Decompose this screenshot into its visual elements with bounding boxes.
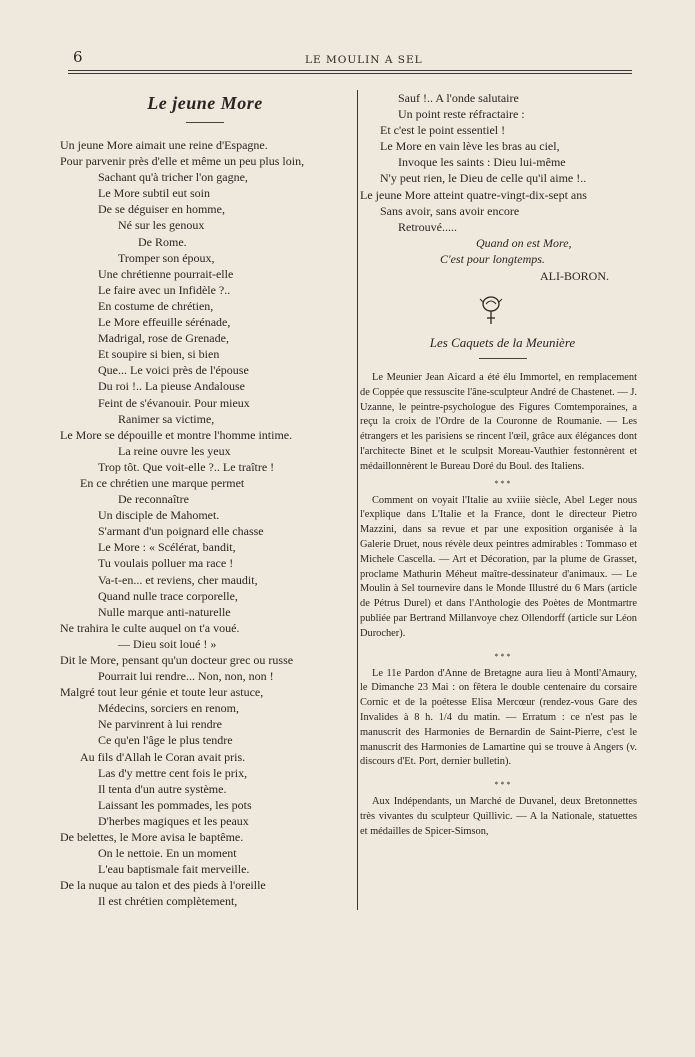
news-paragraph-4: Aux Indépendants, un Marché de Duvanel, deux Bretonnettes très vivantes du sculpteur Quillivic. — A la Nationale, statuettes et médailles de Spicer-Simson, — [360, 796, 637, 837]
poem-line: Il tenta d'un autre système. — [98, 781, 227, 796]
poem-line: Dit le More, pensant qu'un docteur grec ou russe — [60, 653, 294, 667]
running-title: LE MOULIN A SEL — [305, 54, 423, 66]
section-rule — [479, 358, 527, 359]
poem-signature: ALI-BORON. — [540, 269, 609, 284]
poem-line: Retrouvé..... — [398, 219, 457, 234]
poem-line: Un jeune More aimait une reine d'Espagne. — [60, 138, 268, 152]
poem-line: Pour parvenir près d'elle et même un peu plus loin, — [60, 154, 305, 169]
poem-moral-line-2: C'est pour longtemps. — [440, 251, 545, 266]
poem-line: Sauf !.. A l'onde salutaire — [398, 91, 519, 105]
poem-line: Et c'est le point essentiel ! — [380, 123, 506, 138]
poem-line: De belettes, le More avisa le baptême. — [60, 830, 244, 845]
poem-line: Ne trahira le culte auquel on t'a voué. — [60, 620, 240, 635]
poem-line: Sans avoir, sans avoir encore — [380, 203, 520, 218]
poem-continuation — [360, 90, 645, 235]
header-rule-secondary — [68, 73, 632, 74]
poem-title: Le jeune More — [147, 93, 263, 113]
poem-line: Le More se dépouille et montre l'homme intime. — [60, 427, 293, 442]
poem-line: Né sur les genoux — [118, 218, 205, 233]
poem-line: Ranimer sa victime, — [118, 411, 215, 426]
poem-line: Feint de s'évanouir. Pour mieux — [98, 395, 250, 410]
poem-line: Il est chrétien complètement, — [98, 894, 238, 909]
poem-line: Tromper son époux, — [118, 250, 215, 265]
poem-line: Malgré tout leur génie et toute leur astuce, — [60, 685, 264, 700]
poem-line: De Rome. — [138, 234, 187, 249]
poem-line: Quand nulle trace corporelle, — [98, 588, 238, 603]
poem-line: De la nuque au talon et des pieds à l'oreille — [60, 878, 266, 893]
poem-line: Sachant qu'à tricher l'on gagne, — [98, 170, 248, 185]
poem-line: Trop tôt. Que voit-elle ?.. Le traître ! — [98, 459, 275, 474]
news-paragraph-3: Le 11e Pardon d'Anne de Bretagne aura lieu à Montl'Amaury, le Dimanche 23 Mai : on fêtera le double centenaire du corsaire Cornic et de la poétesse Elisa Mercœur (rendez-vous Gare des Invalides à 8 h. 1/4 du matin. — Erratum : ce n'est pas le manuscrit des Harmonies de Bernardin de Saint-Pierre, c'est le manuscrit des Harmonies de Lamartine qui se trouve à Angers (v. discours d'Et. Port, dernier bulletin). — [360, 667, 637, 768]
poem-line: — Dieu soit loué ! » — [118, 636, 217, 651]
poem-line: De se déguiser en homme, — [98, 202, 225, 217]
header-rule — [68, 70, 632, 71]
poem-line: Un disciple de Mahomet. — [98, 508, 220, 523]
left-column — [60, 90, 350, 910]
poem-line: Le faire avec un Infidèle ?.. — [98, 282, 231, 297]
poem-line: Laissant les pommades, les pots — [98, 797, 252, 812]
news-paragraph-1: Le Meunier Jean Aicard a été élu Immortel, en remplacement de Coppée que ressuscite l'âne-sculpteur André de Chastenet. — J. Uzanne, le peintre-psychologue des Figures Comtemporaines, a reçu la croix de l'Ordre de la Couronne de Roumanie. — Les étrangers et les parisiens se rincent l'œil, grâce aux élégances dont l'architecte Binet et le sculpsit Moreau-Vauthier festonnèrent et médaillonnèrent le Bureau Doré du Boul. des Italiens. — [360, 372, 637, 472]
poem-line: Las d'y mettre cent fois le prix, — [98, 765, 248, 780]
poem-line: Médecins, sorciers en renom, — [98, 701, 239, 716]
poem-line: Ce qu'en l'âge le plus tendre — [98, 733, 233, 748]
poem-line: Une chrétienne pourrait-elle — [98, 266, 234, 281]
poem-line: Pourrait lui rendre... Non, non, non ! — [98, 669, 274, 684]
poem-line: Invoque les saints : Dieu lui-même — [398, 155, 566, 170]
poem-line: Ne parvinrent à lui rendre — [98, 717, 222, 732]
poem-line: De reconnaître — [118, 492, 189, 507]
poem-line: On le nettoie. En un moment — [98, 846, 237, 861]
title-rule — [186, 122, 224, 123]
poem-line: N'y peut rien, le Dieu de celle qu'il aime !.. — [380, 171, 587, 186]
column-divider — [357, 90, 358, 910]
poem-line: S'armant d'un poignard elle chasse — [98, 524, 264, 539]
poem-line: En ce chrétien une marque permet — [80, 475, 245, 490]
poem-line: Nulle marque anti-naturelle — [98, 604, 231, 619]
poem-line: Au fils d'Allah le Coran avait pris. — [80, 749, 246, 764]
poem-line: La reine ouvre les yeux — [118, 443, 231, 458]
ornament-icon — [478, 294, 504, 328]
news-paragraph-2: Comment on voyait l'Italie au xviiie siècle, Abel Leger nous l'explique dans L'Italie et la France, dont le directeur Pietro Mazzini, dans sa revue et par une exposition organisée à la Galerie Druet, nous révèle deux peintres admirables : Tommaso et Michele Cascella. — Art et Décoration, par la plume de Grasset, proclame Mathurin Méheut maître-dessinateur d'animaux. — Le Moulin à Sel tournevire dans le Monde Illustré du 6 Mars (article de Pétrus Durel) et dans l'Anthologie des Poètes de Montmartre publiée par Bertrand Millanvoye chez Ollendorff (article sur Léon Durocher). — [360, 494, 637, 639]
section-title: Les Caquets de la Meunière — [429, 335, 576, 351]
poem-line: Tu voulais polluer ma race ! — [98, 556, 234, 571]
stars-separator: * * * — [494, 478, 511, 488]
poem-line: Le More : « Scélérat, bandit, — [98, 540, 236, 555]
poem-line: Le More en vain lève les bras au ciel, — [380, 139, 560, 154]
stars-separator: * * * — [494, 780, 511, 790]
poem-line: D'herbes magiques et les peaux — [98, 813, 249, 828]
poem-line: Madrigal, rose de Grenade, — [98, 331, 229, 346]
poem-line: Et soupire si bien, si bien — [98, 347, 220, 362]
page-number: 6 — [73, 48, 83, 66]
poem-line: Du roi !.. La pieuse Andalouse — [98, 379, 245, 394]
poem-line: Va-t-en... et reviens, cher maudit, — [98, 572, 258, 587]
poem-body — [60, 137, 350, 910]
stars-separator: * * * — [494, 651, 511, 661]
poem-line: Que... Le voici près de l'épouse — [98, 363, 249, 378]
poem-line: En costume de chrétien, — [98, 298, 214, 313]
right-column — [360, 90, 645, 840]
poem-line: Un point reste réfractaire : — [398, 107, 525, 122]
poem-line: L'eau baptismale fait merveille. — [98, 862, 250, 877]
poem-line: Le jeune More atteint quatre-vingt-dix-sept ans — [360, 187, 587, 202]
poem-line: Le More effeuille sérénade, — [98, 315, 231, 330]
poem-line: Le More subtil eut soin — [98, 186, 210, 201]
poem-moral-line-1: Quand on est More, — [476, 235, 572, 250]
